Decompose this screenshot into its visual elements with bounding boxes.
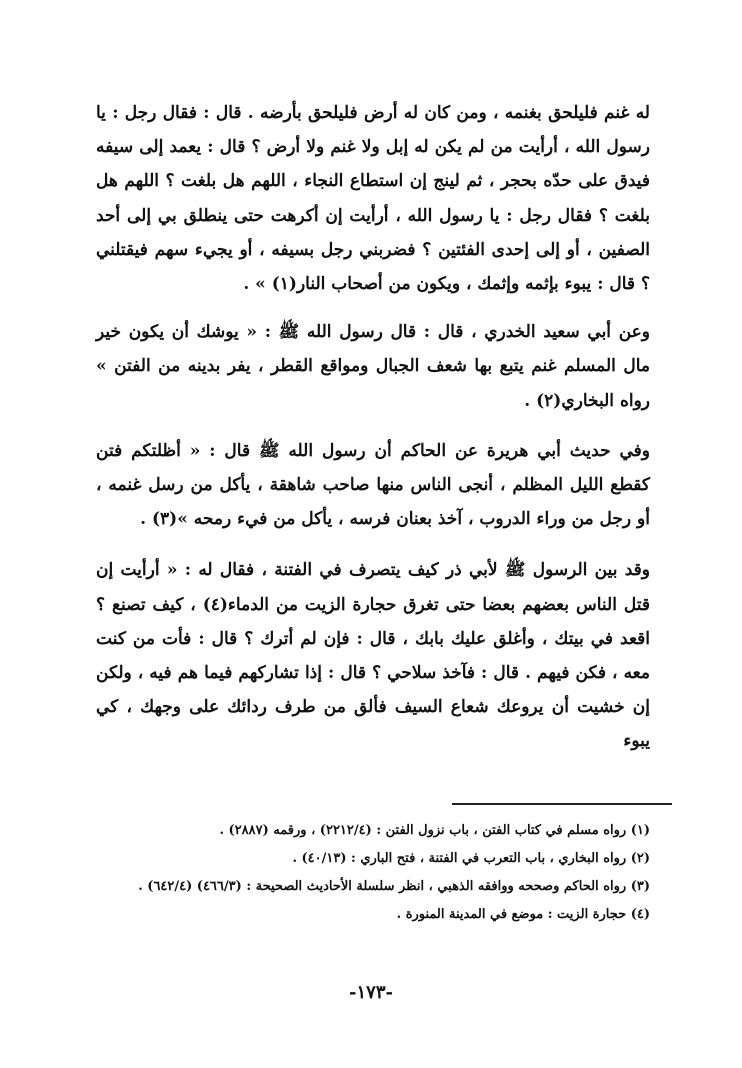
footnote-3: (٣) رواه الحاكم وصححه ووافقه الذهبي ، انظر سلسلة الأحاديث الصحيحة : (٤٦٦/٣) (٦٤٢/٤) . bbox=[138, 879, 650, 894]
paragraph-2: وعن أبي سعيد الخدري ، قال : قال رسول الله ﷺ : « يوشك أن يكون خير مال المسلم غنم يتبع بها شعف الجبال ومواقع القطر ، يفر بدينه من الفتن » رواه البخاري(٢) . bbox=[96, 322, 650, 411]
footnote-1: (١) رواه مسلم في كتاب الفتن ، باب نزول الفتن : (٢٢١٢/٤) ، ورقمه (٢٨٨٧) . bbox=[219, 823, 650, 838]
paragraph-4: وقد بين الرسول ﷺ لأبي ذر كيف يتصرف في الفتنة ، فقال له : « أرأيت إن قتل الناس بعضهم بعضا حتى تغرق حجارة الزيت من الدماء(٤) ، كيف تصنع ؟ اقعد في بيتك ، وأغلق عليك بابك ، قال : فإن لم أترك ؟ قال : فأت من كنت معه ، فكن فيهم . قال : فآخذ سلاحي ؟ قال : إذا تشاركهم فيما هم فيه ، ولكن إن خشيت أن يروعك شعاع السيف فألق من طرف ردائك على وجهك ، كي يبوء bbox=[96, 560, 650, 752]
footnote-4: (٤) حجارة الزيت : موضع في المدينة المنورة . bbox=[396, 907, 650, 922]
footnote-divider bbox=[452, 803, 672, 805]
paragraph-1: له غنم فليلحق بغنمه ، ومن كان له أرض فليلحق بأرضه . قال : فقال رجل : يا رسول الله ، أرأيت من لم يكن له إبل ولا غنم ولا أرض ؟ قال : يعمد إلى سيفه فيدق على حدّه بحجر ، ثم لينج إن استطاع النجاء ، اللهم هل بلغت ؟ اللهم هل بلغت ؟ فقال رجل : يا رسول الله ، أرأيت إن أكرهت حتى ينطلق بي إلى أحد الصفين ، أو إلى إحدى الفئتين ؟ فضربني رجل بسيفه ، أو يجيء سهم فيقتلني ؟ قال : يبوء بإثمه وإثمك ، ويكون من أصحاب النار(١) » . bbox=[96, 103, 650, 295]
main-text bbox=[96, 96, 650, 759]
paragraph-3: وفي حديث أبي هريرة عن الحاكم أن رسول الله ﷺ قال : « أظلتكم فتن كقطع الليل المظلم ، أنجى الناس منها صاحب شاهقة ، يأكل من رسل غنمه ، أو رجل من وراء الدروب ، آخذ بعنان فرسه ، يأكل من فيء رمحه »(٣) . bbox=[96, 440, 650, 530]
page-number: -١٧٣- bbox=[349, 982, 393, 1003]
footnotes bbox=[100, 820, 650, 932]
footnote-2: (٢) رواه البخاري ، باب التعرب في الفتنة ، فتح الباري : (٤٠/١٣) . bbox=[292, 851, 650, 866]
